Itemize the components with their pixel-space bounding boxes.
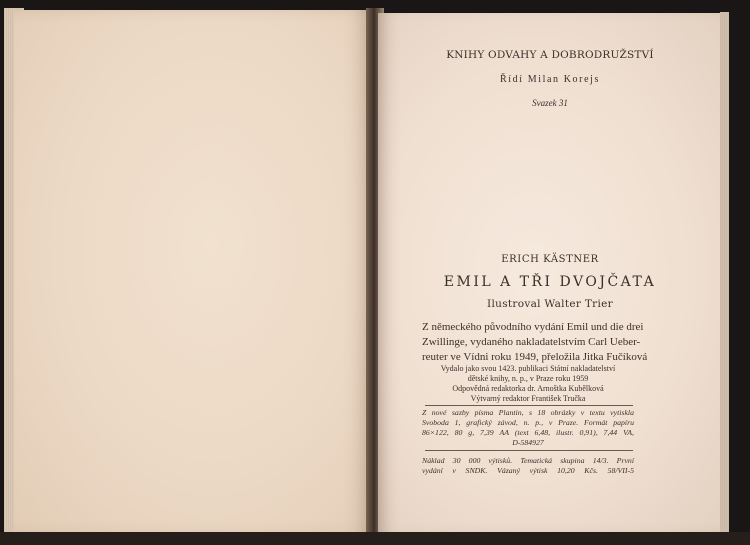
technical-line: Svoboda 1, grafický závod, n. p., v Praze. Formát papíru (422, 418, 634, 427)
series-title: KNIHY ODVAHY A DOBRODRUŽSTVÍ (446, 49, 654, 61)
technical-line: D-584927 (512, 438, 544, 447)
technical-line: 86×122, 80 g, 7,39 AA (text 6,48, ilustr. 0,91), 7,44 VA, (422, 428, 634, 437)
print-run-info (422, 456, 634, 476)
divider-rule (425, 405, 633, 406)
illustrator-credit: Ilustroval Walter Trier (487, 298, 613, 310)
author-name: ERICH KÄSTNER (501, 254, 599, 265)
publisher-line: dětské knihy, n. p., v Praze roku 1959 (467, 374, 589, 383)
technical-line: Z nové sazby písma Plantin, s 18 obrázky v textu vytiskla (422, 408, 634, 417)
publisher-line: Výtvarný redaktor František Tručka (470, 394, 586, 403)
cover-edge (0, 532, 750, 545)
publisher-info (422, 364, 634, 404)
translation-line: Z německého původního vydání Emil und die drei (422, 321, 644, 333)
technical-printing-info (422, 408, 634, 448)
print-run-line: Náklad 30 000 výtisků. Tematická skupina 14/3. První (422, 456, 634, 465)
book-title: EMIL A TŘI DVOJČATA (443, 274, 657, 290)
print-run-line: vydání v SNDK. Vázaný výtisk 10,20 Kčs. 58/VII-5 (422, 466, 634, 475)
translation-line: Zwillinge, vydaného nakladatelstvím Carl Ueber- (422, 336, 641, 348)
publisher-line: Odpovědná redaktorka dr. Arnoštka Kubělková (452, 384, 604, 393)
blank-left-page (14, 10, 374, 534)
publisher-line: Vydalo jako svou 1423. publikaci Státní nakladatelství (440, 364, 616, 373)
title-page (378, 13, 722, 532)
translation-note (422, 320, 648, 365)
divider-rule (425, 450, 633, 451)
translation-line: reuter ve Vídni roku 1949, přeložila Jitka Fučíková (422, 351, 648, 363)
right-page-edges (720, 12, 729, 534)
volume-number: Svazek 31 (532, 98, 568, 108)
series-editor: Řídí Milan Korejs (500, 74, 600, 85)
